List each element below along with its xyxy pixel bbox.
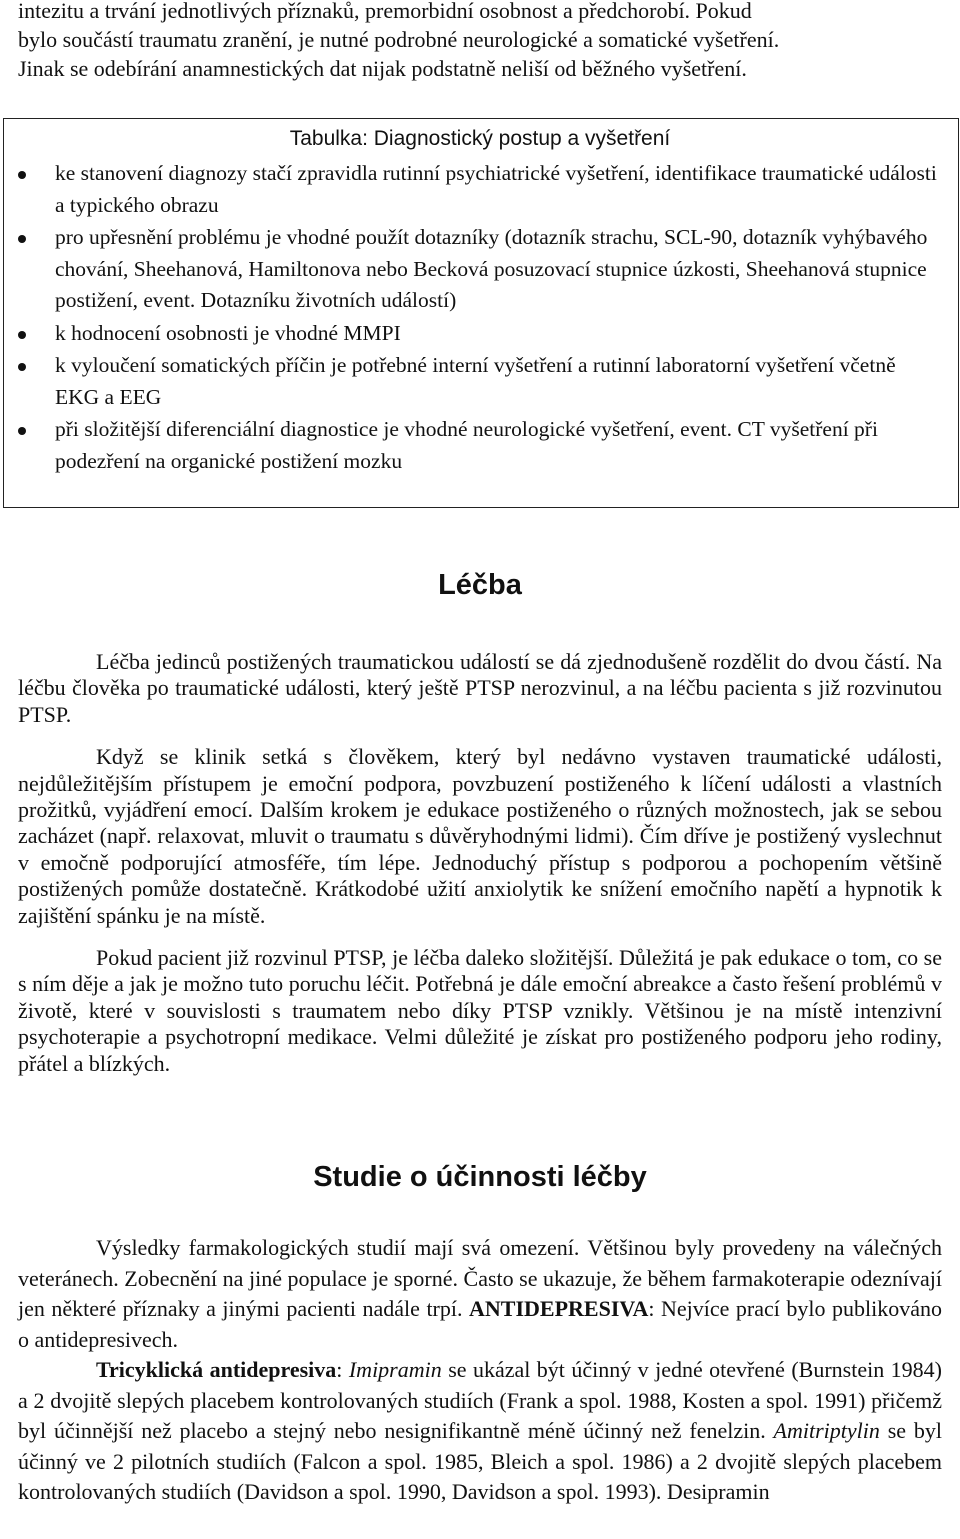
paragraph [18,1355,942,1508]
paragraph-text: se ukázal být účinný v jedné otevřené (Burnstein 1984) a 2 dvojitě slepých placebem kontrolovaných studiích (Frank a spol. 1988, Kosten a spol. 1991) přičemž byl účinnější než placebo a stejný nebo nesignifikantně méně účinný než fenelzin. [18,1357,942,1443]
section-heading-lecba: Léčba [438,569,522,601]
intro-line: bylo součástí traumatu zranění, je nutné podrobné neurologické a somatické vyšetření. [18,27,780,52]
list-item: při složitější diferenciální diagnostice je vhodné neurologické vyšetření, event. CT vyšetření při podezření na organické postižení mozku [18,414,938,477]
paragraph-text: Výsledky farmakologických studií mají svá omezení. Většinou byly provedeny na válečných veteránech. Zobecnění na jiné populace je sporné. Často se ukazuje, že během farmakoterapie odeznívají jen některé příznaky a jinými pacienti nadále trpí. [18,1235,942,1321]
table-bullet-list [18,158,938,478]
italic-term: Amitriptylin [773,1418,880,1443]
intro-line: Jinak se odebírání anamnestických dat nijak podstatně neliší od běžného vyšetření. [18,56,747,81]
lecba-section [18,649,942,1077]
studie-section [18,1233,942,1508]
intro-paragraph [18,0,942,83]
list-item: k hodnocení osobnosti je vhodné MMPI [18,318,938,350]
paragraph: Léčba jedinců postižených traumatickou událostí se dá zjednodušeně rozdělit do dvou částí. Na léčbu člověka po traumatické události, který ještě PTSP nerozvinul, a na léčbu pacienta s již rozvinutou PTSP. [18,649,942,727]
list-item: ke stanovení diagnozy stačí zpravidla rutinní psychiatrické vyšetření, identifikace traumatické události a typického obrazu [18,158,938,221]
bold-term: ANTIDEPRESIVA [469,1296,649,1321]
paragraph: Pokud pacient již rozvinul PTSP, je léčba daleko složitější. Důležitá je pak edukace o tom, co se s ním děje a jak je možno tuto poruchu léčit. Potřebná je dále emoční abreakce a často řešení problémů v životě, které v souvislosti s traumatem nebo díky PTSP vznikly. Většinou je na místě intenzivní psychoterapie a psychotropní medikace. Velmi důležité je získat pro postiženého podporu jeho rodiny, přátel a blízkých. [18,945,942,1076]
paragraph [18,1233,942,1355]
paragraph: Když se klinik setká s člověkem, který byl nedávno vystaven traumatické události, nejdůležitějším přístupem je emoční podpora, povzbuzení postiženého k líčení události a vlastních prožitků, vyjádření emocí. Dalším krokem je edukace postiženého o různých možnostech, jak se sebou zacházet (např. relaxovat, mluvit o traumatu s důvěryhodnými lidmi). Čím dříve je postižený vyslechnut v emočně podporující atmosféře, tím lépe. Jednoduchý přístup s podporou a pochopením většině postižených pomůže dostatečně. Krátkodobé užití anxiolytik ke snížení emočního napětí a hypnotik k zajištění spánku je na místě. [18,744,942,928]
paragraph-text: : [336,1357,349,1382]
list-item: k vyloučení somatických příčin je potřebné interní vyšetření a rutinní laboratorní vyšetření včetně EKG a EEG [18,350,938,413]
italic-term: Imipramin [348,1357,442,1382]
table-title: Tabulka: Diagnostický postup a vyšetření [289,127,671,150]
paragraph-text: : Nejvíce prací bylo publikováno o antidepresivech. [18,1296,942,1352]
bold-term: Tricyklická antidepresiva [96,1357,337,1382]
list-item: pro upřesnění problému je vhodné použít dotazníky (dotazník strachu, SCL-90, dotazník vyhýbavého chování, Sheehanová, Hamiltonova nebo Becková posuzovací stupnice úzkosti, Sheehanová stupnice postižení, event. Dotazníku životních událostí) [18,222,938,317]
paragraph-text: se byl účinný ve 2 pilotních studiích (Falcon a spol. 1985, Bleich a spol. 1986) a 2 dvojitě slepých placebem kontrolovaných studiích (Davidson a spol. 1990, Davidson a spol. 1993). Desipramin [18,1418,942,1504]
section-heading-studie: Studie o účinnosti léčby [313,1161,647,1193]
intro-line: intezitu a trvání jednotlivých příznaků, premorbidní osobnost a předchorobí. Pokud [18,0,752,23]
